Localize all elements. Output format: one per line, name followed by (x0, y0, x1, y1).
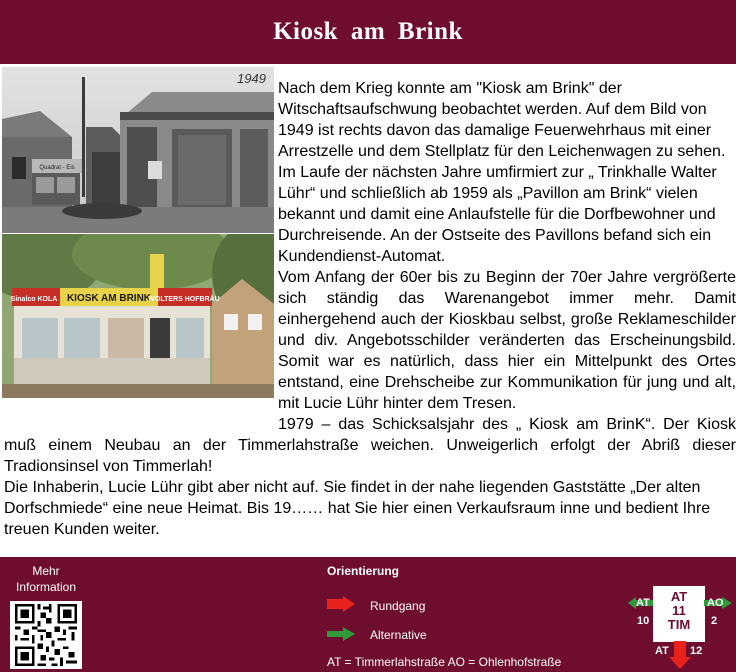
legend-abbreviations: AT = Timmerlahstraße AO = Ohlenhofstraße (327, 655, 562, 669)
map-center-bottom: TIM (667, 617, 691, 632)
qr-code-icon (10, 601, 82, 669)
page-title: Kiosk am Brink (273, 18, 463, 45)
legend-alternative: Alternative (370, 628, 427, 642)
photo-year-label: 1949 (237, 71, 266, 86)
title-banner (0, 0, 736, 64)
article-paragraph-1: Nach dem Krieg konnte am "Kiosk am Brink" der Witschaftsaufschwung beobachtet werden. Auf dem Bild von 1949 ist rechts davon das damalige Feuerwehrhaus mit einer Arrestzelle und dem Stellplatz für den Leichenwagen zu sehen. (278, 80, 726, 160)
orientation-title: Orientierung (327, 564, 400, 578)
map-west-number: 10 (637, 615, 650, 627)
qr-code[interactable] (10, 601, 82, 669)
footer-bar (0, 557, 736, 672)
green-arrow-icon (327, 627, 355, 641)
map-west-label: AT (636, 597, 650, 609)
photo-sign-right: WOLTERS HOFBRÄU (148, 296, 220, 303)
article-text (4, 78, 736, 540)
south-arrow-icon (669, 641, 691, 669)
map-center-mid: 11 (672, 603, 686, 618)
article-paragraph-2: Im Laufe der nächsten Jahre umfirmiert zur „ Trinkhalle Walter Lühr“ und schließlich ab 1959 als „Pavillon am Brink“ vielen bekannt und damit eine Anlaufstelle für die Dorfbewohner und Durchreisende. An der Ostseite des Pavillons befand sich ein Kundendienst-Automat. (278, 164, 717, 265)
article-paragraph-4: 1979 – das Schicksalsjahr des „ Kiosk am BrinK“. Der Kiosk muß einem Neubau an der Timmerlahstraße weichen. Unweigerlich erfolgt der Abriß dieser Tradionsinsel von Timmerlah! (4, 416, 736, 475)
map-east-label: AO (707, 597, 724, 609)
legend-route: Rundgang (370, 599, 426, 613)
more-info-label: Mehr Information (15, 564, 77, 594)
map-east-number: 2 (711, 615, 718, 627)
map-current-station (653, 586, 705, 642)
article-paragraph-5: Die Inhaberin, Lucie Lühr gibt aber nicht auf. Sie findet in der nahe liegenden Gaststätte „Der alten Dorfschmiede“ eine neue Heimat. Bis 19…… hat Sie hier einen Verkaufsraum inne und bedient Ihre treuen Kunden weiter. (4, 479, 711, 538)
photo-sign-kiosk: KIOSK AM BRINK (66, 293, 152, 304)
photo-sign-left: Sinalco KOLA (10, 296, 58, 303)
map-south-number: 12 (690, 645, 703, 657)
map-south-label: AT (655, 645, 669, 657)
red-arrow-icon (327, 596, 355, 612)
map-center-top: AT (670, 589, 688, 604)
article-paragraph-3: Vom Anfang der 60er bis zu Beginn der 70er Jahre vergrößerte sich ständig das Warenangebot immer mehr. Damit einhergehend auch der Kioskbau selbst, große Reklameschilder und div. Angebotsschilder veränderten das Erscheinungsbild. Somit war es natürlich, dass hier ein Mittelpunkt des Ortes entstand, eine Drehscheibe zur Kommunikation für jung und alt, mit Lucie Lühr hinter dem Tresen. (278, 269, 736, 412)
photo-sign-top: Quadrat - Eis (39, 165, 75, 171)
